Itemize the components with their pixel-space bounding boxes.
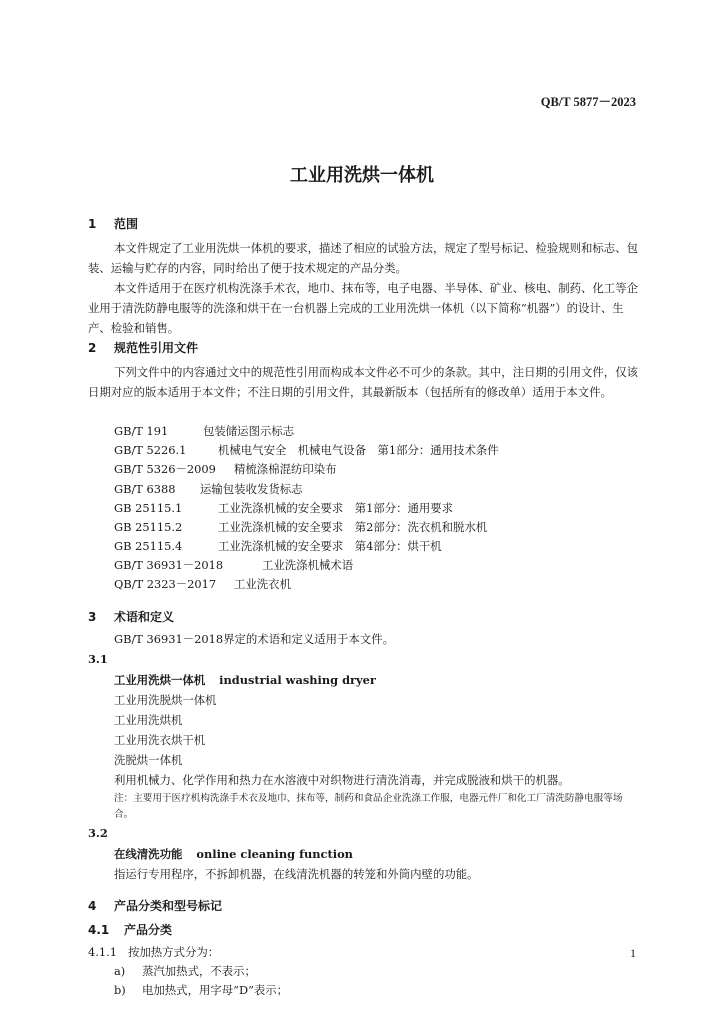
section-title: 产品分类 (124, 923, 173, 937)
reference-item (114, 500, 453, 516)
section-title: 产品分类和型号标记 (114, 899, 223, 913)
reference-code: GB/T 5326－2009 (114, 462, 216, 476)
page-title: 工业用洗烘一体机 (290, 165, 434, 186)
reference-code: GB/T 6388 (114, 482, 176, 496)
reference-code: GB/T 5226.1 (114, 443, 187, 457)
term-chinese: 工业用洗烘一体机 (114, 673, 206, 687)
scope-paragraph-2: 本文件适用于在医疗机构洗涤手术衣，地巾、抹布等，电子电器、半导体、矿业、核电、制药、化工等企业用于清洗防静电服等的洗涤和烘干在一台机器上完成的工业用洗烘一体机（以下简称“机器”）的设计、生产、检验和销售。 (88, 281, 638, 335)
reference-code: GB 25115.2 (114, 520, 183, 534)
clause-text: 按加热方式分为： (128, 945, 220, 959)
reference-name: 工业洗涤机械术语 (262, 558, 354, 572)
section-title: 规范性引用文件 (114, 341, 199, 355)
section-number: 2 (88, 341, 97, 355)
reference-name: 工业洗衣机 (234, 577, 291, 591)
reference-item (114, 442, 499, 458)
term-english: industrial washing dryer (219, 673, 376, 687)
reference-code: GB/T 36931－2018 (114, 558, 224, 572)
term-chinese: 在线清洗功能 (114, 847, 183, 861)
reference-item (114, 576, 291, 592)
term-number: 3.2 (88, 826, 108, 840)
terms-intro: GB/T 36931－2018界定的术语和定义适用于本文件。 (114, 632, 395, 646)
reference-item (114, 423, 294, 439)
term-definition: 利用机械力、化学作用和热力在水溶液中对织物进行清洗消毒，并完成脱液和烘干的机器。 (114, 773, 570, 787)
reference-item (114, 538, 442, 554)
reference-name: 工业洗涤机械的安全要求 第4部分：烘干机 (218, 539, 442, 553)
section-3-heading (88, 608, 174, 625)
page-number: 1 (630, 946, 636, 960)
term-synonym: 工业用洗脱烘一体机 (114, 693, 217, 707)
clause-number: 4.1.1 (88, 945, 117, 959)
list-marker: a) (114, 964, 126, 978)
section-2-heading (88, 339, 198, 356)
term-heading (114, 846, 353, 862)
list-text: 蒸汽加热式，不表示； (142, 964, 256, 978)
section-number: 3 (88, 610, 97, 624)
standard-code: QB/T 5877－2023 (540, 95, 636, 109)
reference-name: 工业洗涤机械的安全要求 第1部分：通用要求 (218, 501, 454, 515)
reference-item (114, 557, 353, 573)
reference-item (114, 519, 487, 535)
references-intro: 下列文件中的内容通过文中的规范性引用而构成本文件必不可少的条款。其中，注日期的引用文件，仅该日期对应的版本适用于本文件；不注日期的引用文件，其最新版本（包括所有的修改单）适用于本文件。 (88, 365, 638, 399)
reference-name: 运输包装收发货标志 (200, 482, 303, 496)
list-item (114, 982, 288, 998)
reference-code: GB 25115.1 (114, 501, 183, 515)
term-synonym: 洗脱烘一体机 (114, 753, 183, 767)
reference-name: 机械电气安全 机械电气设备 第1部分：通用技术条件 (218, 443, 499, 457)
reference-code: QB/T 2323－2017 (114, 577, 217, 591)
reference-item (114, 461, 337, 477)
scope-paragraph-1: 本文件规定了工业用洗烘一体机的要求，描述了相应的试验方法，规定了型号标记、检验规则和标志、包装、运输与贮存的内容，同时给出了便于技术规定的产品分类。 (88, 241, 638, 275)
list-text: 电加热式，用字母“D”表示； (142, 983, 289, 997)
section-title: 范围 (114, 217, 139, 231)
section-4-1-heading (88, 921, 172, 938)
section-number: 4 (88, 899, 97, 913)
reference-name: 包装储运图示标志 (203, 424, 295, 438)
classification-clause (88, 944, 219, 960)
term-heading (114, 672, 376, 688)
reference-item (114, 481, 303, 497)
term-definition: 指运行专用程序，不拆卸机器，在线清洗机器的转笼和外筒内壁的功能。 (114, 867, 479, 881)
reference-name: 工业洗涤机械的安全要求 第2部分：洗衣机和脱水机 (218, 520, 488, 534)
reference-code: GB 25115.4 (114, 539, 183, 553)
term-synonym: 工业用洗烘机 (114, 713, 183, 727)
section-title: 术语和定义 (114, 610, 175, 624)
term-english: online cleaning function (196, 847, 353, 861)
section-4-heading (88, 897, 222, 914)
list-item (114, 963, 256, 979)
list-marker: b) (114, 983, 126, 997)
section-number: 1 (88, 217, 97, 231)
term-note: 注：主要用于医疗机构洗涤手术衣及地巾、抹布等，制药和食品企业洗涤工作服，电器元件厂和化工厂清洗防静电服等场合。 (114, 793, 623, 820)
term-number: 3.1 (88, 652, 108, 666)
reference-name: 精梳涤棉混纺印染布 (234, 462, 337, 476)
section-number: 4.1 (88, 923, 110, 937)
section-1-heading (88, 215, 138, 232)
term-synonym: 工业用洗衣烘干机 (114, 733, 206, 747)
reference-code: GB/T 191 (114, 424, 169, 438)
